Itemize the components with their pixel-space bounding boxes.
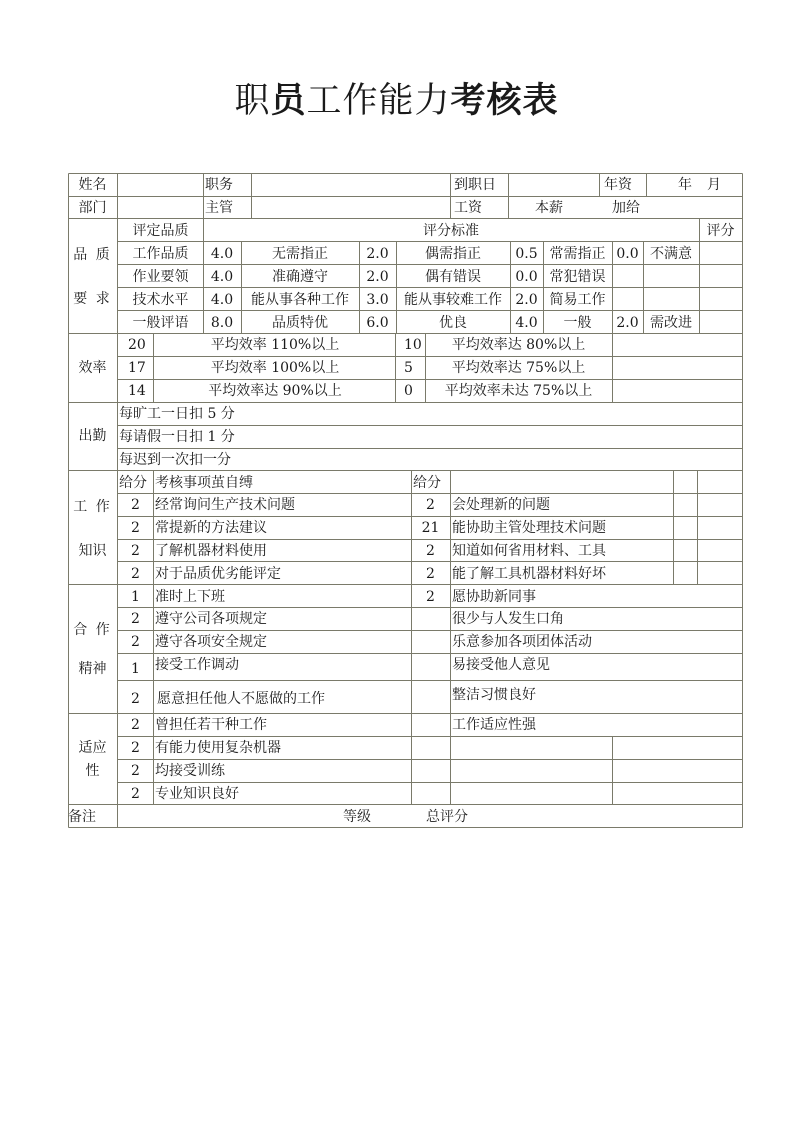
adaptability-score: 2 <box>131 763 140 779</box>
quality-desc: 简易工作 <box>549 292 606 308</box>
knowledge-item: 会处理新的问题 <box>452 497 550 513</box>
salary-label: 工资 <box>454 200 482 216</box>
bonus-label: 加给 <box>612 200 640 216</box>
dept-label: 部门 <box>78 200 107 216</box>
adaptability-label-2: 性 <box>85 763 100 779</box>
quality-desc: 不满意 <box>650 246 692 262</box>
knowledge-score: 2 <box>131 497 140 513</box>
quality-score: 4.0 <box>210 269 234 285</box>
cooperation-score: 2 <box>426 589 435 605</box>
quality-desc: 优良 <box>439 315 467 331</box>
base-salary-label: 本薪 <box>535 200 563 216</box>
knowledge-score: 2 <box>131 543 140 559</box>
quality-score: 2.0 <box>366 269 389 285</box>
quality-score: 4.0 <box>210 292 234 308</box>
quality-desc: 能从事较难工作 <box>404 292 502 308</box>
efficiency-desc: 平均效率 100%以上 <box>210 360 340 376</box>
quality-score: 8.0 <box>210 315 234 331</box>
year-unit: 年 <box>678 177 692 193</box>
position-label: 职务 <box>205 177 233 193</box>
quality-score: 0.5 <box>515 246 538 262</box>
adaptability-score: 2 <box>131 786 140 802</box>
efficiency-score: 5 <box>404 360 413 376</box>
quality-section-label: 品 质 <box>73 247 112 263</box>
adaptability-score: 2 <box>131 717 140 733</box>
quality-score: 3.0 <box>366 292 389 308</box>
title-part-2: 员 <box>270 80 307 121</box>
efficiency-label: 效率 <box>78 360 107 376</box>
attendance-rule: 每请假一日扣 1 分 <box>119 429 235 445</box>
cooperation-item: 整洁习惯良好 <box>452 687 536 703</box>
quality-desc: 偶需指正 <box>425 246 481 262</box>
efficiency-score: 17 <box>128 360 146 376</box>
cooperation-item: 遵守各项安全规定 <box>155 634 267 650</box>
knowledge-score: 2 <box>426 543 435 559</box>
knowledge-header-score-2: 给分 <box>413 475 441 491</box>
cooperation-label-2: 精神 <box>78 661 107 677</box>
quality-score: 6.0 <box>366 315 389 331</box>
adaptability-item: 曾担任若干种工作 <box>155 717 267 733</box>
efficiency-score: 10 <box>404 337 422 353</box>
cooperation-item: 很少与人发生口角 <box>452 611 564 627</box>
title-part-3: 工作能力 <box>306 81 451 121</box>
efficiency-desc: 平均效率达 80%以上 <box>451 337 586 353</box>
knowledge-item: 常提新的方法建议 <box>155 520 267 536</box>
quality-item: 技术水平 <box>132 292 189 308</box>
quality-desc: 需改进 <box>650 315 692 331</box>
adaptability-item: 专业知识良好 <box>155 786 239 802</box>
efficiency-desc: 平均效率达 90%以上 <box>208 383 342 399</box>
quality-header-item: 评定品质 <box>132 223 189 239</box>
knowledge-header-item: 考核事项茧自缚 <box>155 475 253 491</box>
quality-score: 2.0 <box>366 246 389 262</box>
knowledge-label: 工 作 <box>73 499 112 515</box>
efficiency-score: 14 <box>128 383 146 399</box>
knowledge-item: 对于品质优劣能评定 <box>155 566 281 582</box>
knowledge-score: 2 <box>131 566 140 582</box>
knowledge-header-score: 给分 <box>119 475 147 491</box>
cooperation-item: 愿意担任他人不愿做的工作 <box>157 691 325 707</box>
efficiency-score: 0 <box>404 383 413 399</box>
knowledge-score: 21 <box>421 520 440 536</box>
quality-header-standard: 评分标准 <box>423 223 479 239</box>
quality-score: 4.0 <box>515 315 538 331</box>
adaptability-item: 工作适应性强 <box>452 717 536 733</box>
quality-desc: 一般 <box>563 315 592 331</box>
cooperation-item: 遵守公司各项规定 <box>155 611 267 627</box>
knowledge-score: 2 <box>131 520 140 536</box>
cooperation-item: 准时上下班 <box>155 589 225 605</box>
quality-desc: 品质特优 <box>272 315 328 331</box>
knowledge-label-2: 知识 <box>78 543 107 559</box>
adaptability-item: 均接受训练 <box>155 763 225 779</box>
quality-score: 4.0 <box>210 246 234 262</box>
attendance-label: 出勤 <box>78 428 107 444</box>
cooperation-label: 合 作 <box>73 622 112 638</box>
efficiency-desc: 平均效率达 75%以上 <box>451 360 586 376</box>
quality-score: 2.0 <box>616 315 639 331</box>
supervisor-label: 主管 <box>205 200 233 216</box>
quality-desc: 常犯错误 <box>549 269 606 285</box>
cooperation-item: 易接受他人意见 <box>452 657 550 673</box>
cooperation-item: 愿协助新同事 <box>452 589 536 605</box>
efficiency-score: 20 <box>128 337 146 353</box>
quality-item: 一般评语 <box>132 315 189 331</box>
month-unit: 月 <box>707 177 721 193</box>
cooperation-score: 1 <box>131 661 140 677</box>
attendance-rule: 每迟到一次扣一分 <box>119 452 231 468</box>
quality-score: 0.0 <box>616 246 639 262</box>
knowledge-item: 能协助主管处理技术问题 <box>452 520 606 536</box>
quality-item: 作业要领 <box>132 269 189 285</box>
quality-header-score: 评分 <box>706 223 735 239</box>
quality-desc: 能从事各种工作 <box>251 292 349 308</box>
knowledge-item: 能了解工具机器材料好坏 <box>452 566 606 582</box>
quality-desc: 无需指正 <box>272 246 328 262</box>
remark-label: 备注 <box>68 809 96 825</box>
grade-label: 等级 <box>343 809 371 825</box>
cooperation-score: 2 <box>131 691 140 707</box>
quality-score: 0.0 <box>515 269 538 285</box>
quality-item: 工作品质 <box>132 246 189 262</box>
seniority-label: 年资 <box>604 177 632 193</box>
adaptability-item: 有能力使用复杂机器 <box>155 740 281 756</box>
knowledge-item: 经常询问生产技术问题 <box>155 497 295 513</box>
adaptability-score: 2 <box>131 740 140 756</box>
adaptability-label: 适应 <box>78 740 107 756</box>
name-label: 姓名 <box>78 177 107 193</box>
quality-desc: 常需指正 <box>549 246 606 262</box>
page-title <box>0 76 793 126</box>
knowledge-score: 2 <box>426 566 435 582</box>
efficiency-desc: 平均效率未达 75%以上 <box>444 383 593 399</box>
title-part-4: 考核表 <box>450 80 559 121</box>
quality-desc: 偶有错误 <box>425 269 481 285</box>
cooperation-score: 2 <box>131 611 140 627</box>
cooperation-score: 2 <box>131 634 140 650</box>
hire-date-label: 到职日 <box>454 177 496 193</box>
cooperation-item: 乐意参加各项团体活动 <box>452 634 592 650</box>
cooperation-score: 1 <box>131 589 140 605</box>
knowledge-item: 知道如何省用材料、工具 <box>452 543 606 559</box>
knowledge-score: 2 <box>426 497 435 513</box>
cooperation-item: 接受工作调动 <box>155 657 239 673</box>
efficiency-desc: 平均效率 110%以上 <box>210 337 340 353</box>
quality-section-label-2: 要 求 <box>73 291 112 307</box>
quality-score: 2.0 <box>515 292 538 308</box>
title-part-1: 职 <box>234 81 271 121</box>
total-score-label: 总评分 <box>426 809 468 825</box>
knowledge-item: 了解机器材料使用 <box>155 543 267 559</box>
quality-desc: 准确遵守 <box>272 269 328 285</box>
attendance-rule: 每旷工一日扣 5 分 <box>119 406 235 422</box>
